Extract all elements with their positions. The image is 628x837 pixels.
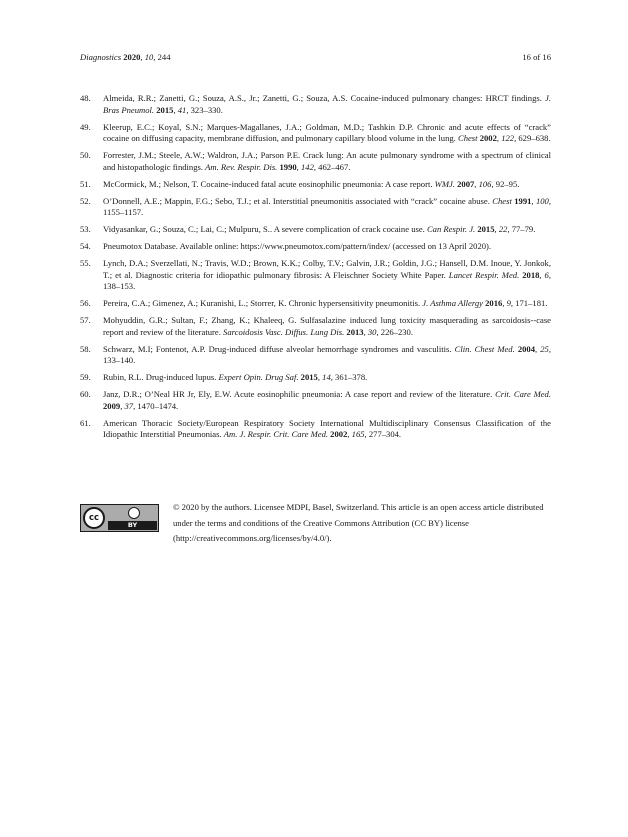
reference-number: 51. <box>80 178 91 189</box>
reference-number: 48. <box>80 93 91 103</box>
reference-year: 1990 <box>279 161 297 172</box>
reference-text: , 1155–1157. <box>103 195 551 218</box>
reference-italic-text: 122 <box>501 133 515 144</box>
reference-text: , <box>502 298 507 309</box>
reference-italic-text: Chest <box>492 195 512 206</box>
reference-text: , 138–153. <box>103 269 551 292</box>
reference-italic-text: 9 <box>506 298 511 309</box>
reference-text: , <box>496 133 502 144</box>
attribution-person-icon <box>128 507 140 519</box>
reference-text: , <box>539 269 545 280</box>
reference-item <box>80 418 551 442</box>
reference-number: 53. <box>80 224 91 235</box>
reference-italic-text: WMJ. <box>434 178 455 189</box>
reference-italic-text: J. Bras Pneumol. <box>103 93 551 115</box>
reference-italic-text: 41 <box>177 104 187 115</box>
license-block <box>80 500 551 550</box>
reference-text: , <box>120 400 125 411</box>
reference-list <box>80 93 551 446</box>
reference-year: 2016 <box>485 298 503 309</box>
reference-number: 60. <box>80 388 91 399</box>
reference-text: American Thoracic Society/European Respiratory Society International Multidisciplinary Consensus Classification of the Idiopathic Interstitial Pneumonias. <box>103 417 551 440</box>
reference-text: O’Donnell, A.E.; Mappin, F.G.; Sebo, T.J.; et al. Interstitial pneumonitis associated with “crack” cocaine abuse. <box>103 195 493 206</box>
reference-italic-text: 165 <box>351 429 365 440</box>
reference-item <box>80 122 551 146</box>
reference-number: 59. <box>80 372 91 383</box>
cc-by-badge[interactable] <box>80 504 159 532</box>
reference-item <box>80 93 551 117</box>
reference-text: , 92–95. <box>491 178 520 189</box>
reference-number: 54. <box>80 240 91 251</box>
reference-item <box>80 344 551 368</box>
reference-year: 2009 <box>103 400 121 411</box>
reference-number: 58. <box>80 343 91 354</box>
reference-italic-text: 6 <box>544 269 549 280</box>
reference-text: Mohyuddin, G.R.; Sultan, F.; Zhang, K.; Khaleeq, G. Sulfasalazine induced lung toxicity masquerading as sarcoidosis--case report and review of the literature. <box>103 314 551 337</box>
reference-year: 1991 <box>514 195 532 206</box>
reference-text: , 77–79. <box>507 224 536 235</box>
reference-text: McCormick, M.; Nelson, T. Cocaine-induced fatal acute eosinophilic pneumonia: A case report. <box>103 178 435 189</box>
reference-text: , 323–330. <box>186 104 223 115</box>
reference-italic-text: 142 <box>300 161 314 172</box>
reference-item <box>80 241 551 253</box>
reference-year: 2002 <box>330 429 348 440</box>
reference-text: , 462–467. <box>313 161 351 172</box>
reference-text: , <box>317 372 323 383</box>
reference-italic-text: Lancet Respir. Med. <box>448 269 520 280</box>
by-label: BY <box>108 521 157 530</box>
running-header: Diagnostics 2020, 10, 244 16 of 16 <box>80 52 551 62</box>
reference-item <box>80 179 551 191</box>
reference-number: 49. <box>80 121 91 132</box>
license-text: © 2020 by the authors. Licensee MDPI, Basel, Switzerland. This article is an open access article distributed under the terms and conditions of the Creative Commons Attribution (CC BY) license (http://creativecommons.org/licenses/by/4.0/). <box>173 502 544 543</box>
reference-text: Vidyasankar, G.; Souza, C.; Lai, C.; Mulpuru, S.. A severe complication of crack cocaine use. <box>103 224 427 235</box>
reference-text: Rubin, R.L. Drug-induced lupus. <box>103 372 219 383</box>
reference-text: , <box>296 161 301 172</box>
reference-italic-text: Sarcoidosis Vasc. Diffus. Lung Dis. <box>223 326 345 337</box>
reference-italic-text: 25 <box>540 343 549 354</box>
reference-italic-text: 106 <box>478 178 492 189</box>
reference-text: , <box>494 224 499 235</box>
journal-volume: 10 <box>144 52 154 62</box>
reference-year: 2004 <box>517 343 536 354</box>
reference-text: , 629–638. <box>514 133 551 144</box>
reference-item <box>80 150 551 174</box>
reference-number: 55. <box>80 257 91 268</box>
journal-year: 2020 <box>123 52 141 62</box>
reference-italic-text: 37 <box>124 400 134 411</box>
reference-item <box>80 298 551 310</box>
reference-italic-text: 100 <box>535 195 549 206</box>
reference-italic-text: J. Asthma Allergy <box>422 298 483 309</box>
reference-item <box>80 389 551 413</box>
reference-text: Janz, D.R.; O’Neal HR Jr, Ely, E.W. Acute eosinophilic pneumonia: A case report and review of the literature. <box>103 388 496 399</box>
reference-text: , 361–378. <box>330 372 368 383</box>
reference-text: , 1470–1474. <box>133 400 179 411</box>
reference-italic-text: Can Respir. J. <box>426 224 476 235</box>
reference-year: 2018 <box>522 269 540 280</box>
reference-text: , <box>363 326 368 337</box>
reference-text: , 171–181. <box>510 298 548 309</box>
reference-text: Pereira, C.A.; Gimenez, A.; Kuranishi, L.; Storrer, K. Chronic hypersensitivity pneumonitis. <box>103 298 423 309</box>
reference-number: 56. <box>80 298 91 309</box>
journal-name: Diagnostics <box>80 52 122 62</box>
reference-item <box>80 315 551 339</box>
reference-text: , 226–230. <box>376 326 413 337</box>
reference-item <box>80 224 551 236</box>
page-number: 16 of 16 <box>522 52 551 62</box>
reference-text: , 133–140. <box>103 343 551 366</box>
reference-year: 2015 <box>300 372 318 383</box>
reference-text: , <box>347 429 352 440</box>
reference-text: , 277–304. <box>364 429 402 440</box>
reference-year: 2002 <box>479 133 497 144</box>
reference-italic-text: 22 <box>498 224 508 235</box>
cc-icon: cc <box>83 507 105 529</box>
reference-text: , <box>474 178 479 189</box>
reference-text: , <box>531 195 536 206</box>
reference-italic-text: Am. Rev. Respir. Dis. <box>205 161 278 172</box>
reference-text: Almeida, R.R.; Zanetti, G.; Souza, A.S., Jr.; Zanetti, G.; Souza, A.S. Cocaine-induced pulmonary changes: HRCT findings. <box>103 93 546 103</box>
reference-number: 61. <box>80 417 91 428</box>
reference-text: , <box>535 343 541 354</box>
reference-text: Lynch, D.A.; Sverzellati, N.; Travis, W.D.; Brown, K.K.; Colby, T.V.; Galvin, J.R.; Goldin, J.G.; Hansell, D.M. Inoue, Y. Jonkok, T.; et al. Diagnostic criteria for idiopathic pulmonary fibrosis: A Fleischner Society White Paper. <box>103 257 551 280</box>
reference-year: 2015 <box>477 224 495 235</box>
reference-item <box>80 372 551 384</box>
reference-year: 2013 <box>346 326 364 337</box>
reference-item <box>80 196 551 220</box>
reference-italic-text: Chest <box>457 133 478 144</box>
reference-item <box>80 258 551 293</box>
reference-year: 2015 <box>156 104 174 115</box>
reference-italic-text: Clin. Chest Med. <box>454 343 515 354</box>
reference-text: Forrester, J.M.; Steele, A.W.; Waldron, J.A.; Parson P.E. Crack lung: An acute pulmonary syndrome with a spectrum of clinical and histopathologic findings. <box>103 150 551 172</box>
reference-year: 2007 <box>457 178 475 189</box>
reference-italic-text: 30 <box>367 326 377 337</box>
reference-text: Pneumotox Database. Available online: https://www.pneumotox.com/pattern/index/ (accessed on 13 April 2020). <box>103 240 492 251</box>
reference-italic-text: Am. J. Respir. Crit. Care Med. <box>223 429 329 440</box>
reference-italic-text: 14 <box>322 372 331 383</box>
reference-number: 57. <box>80 314 91 325</box>
reference-number: 50. <box>80 150 91 161</box>
reference-text: Kleerup, E.C.; Koyal, S.N.; Marques-Magallanes, J.A.; Goldman, M.D.; Tashkin D.P. Chronic and acute effects of “crack” cocaine on diffusing capacity, membrane diffusion, and pulmonary capillary blood volume in the lung. <box>103 121 551 144</box>
reference-number: 52. <box>80 195 91 206</box>
reference-text: , <box>173 104 178 115</box>
reference-text: Schwarz, M.I; Fontenot, A.P. Drug-induced diffuse alveolar hemorrhage syndromes and vasculitis. <box>103 343 455 354</box>
reference-italic-text: Crit. Care Med. <box>495 388 551 399</box>
article-number: 244 <box>157 52 171 62</box>
reference-italic-text: Expert Opin. Drug Saf. <box>218 372 299 383</box>
